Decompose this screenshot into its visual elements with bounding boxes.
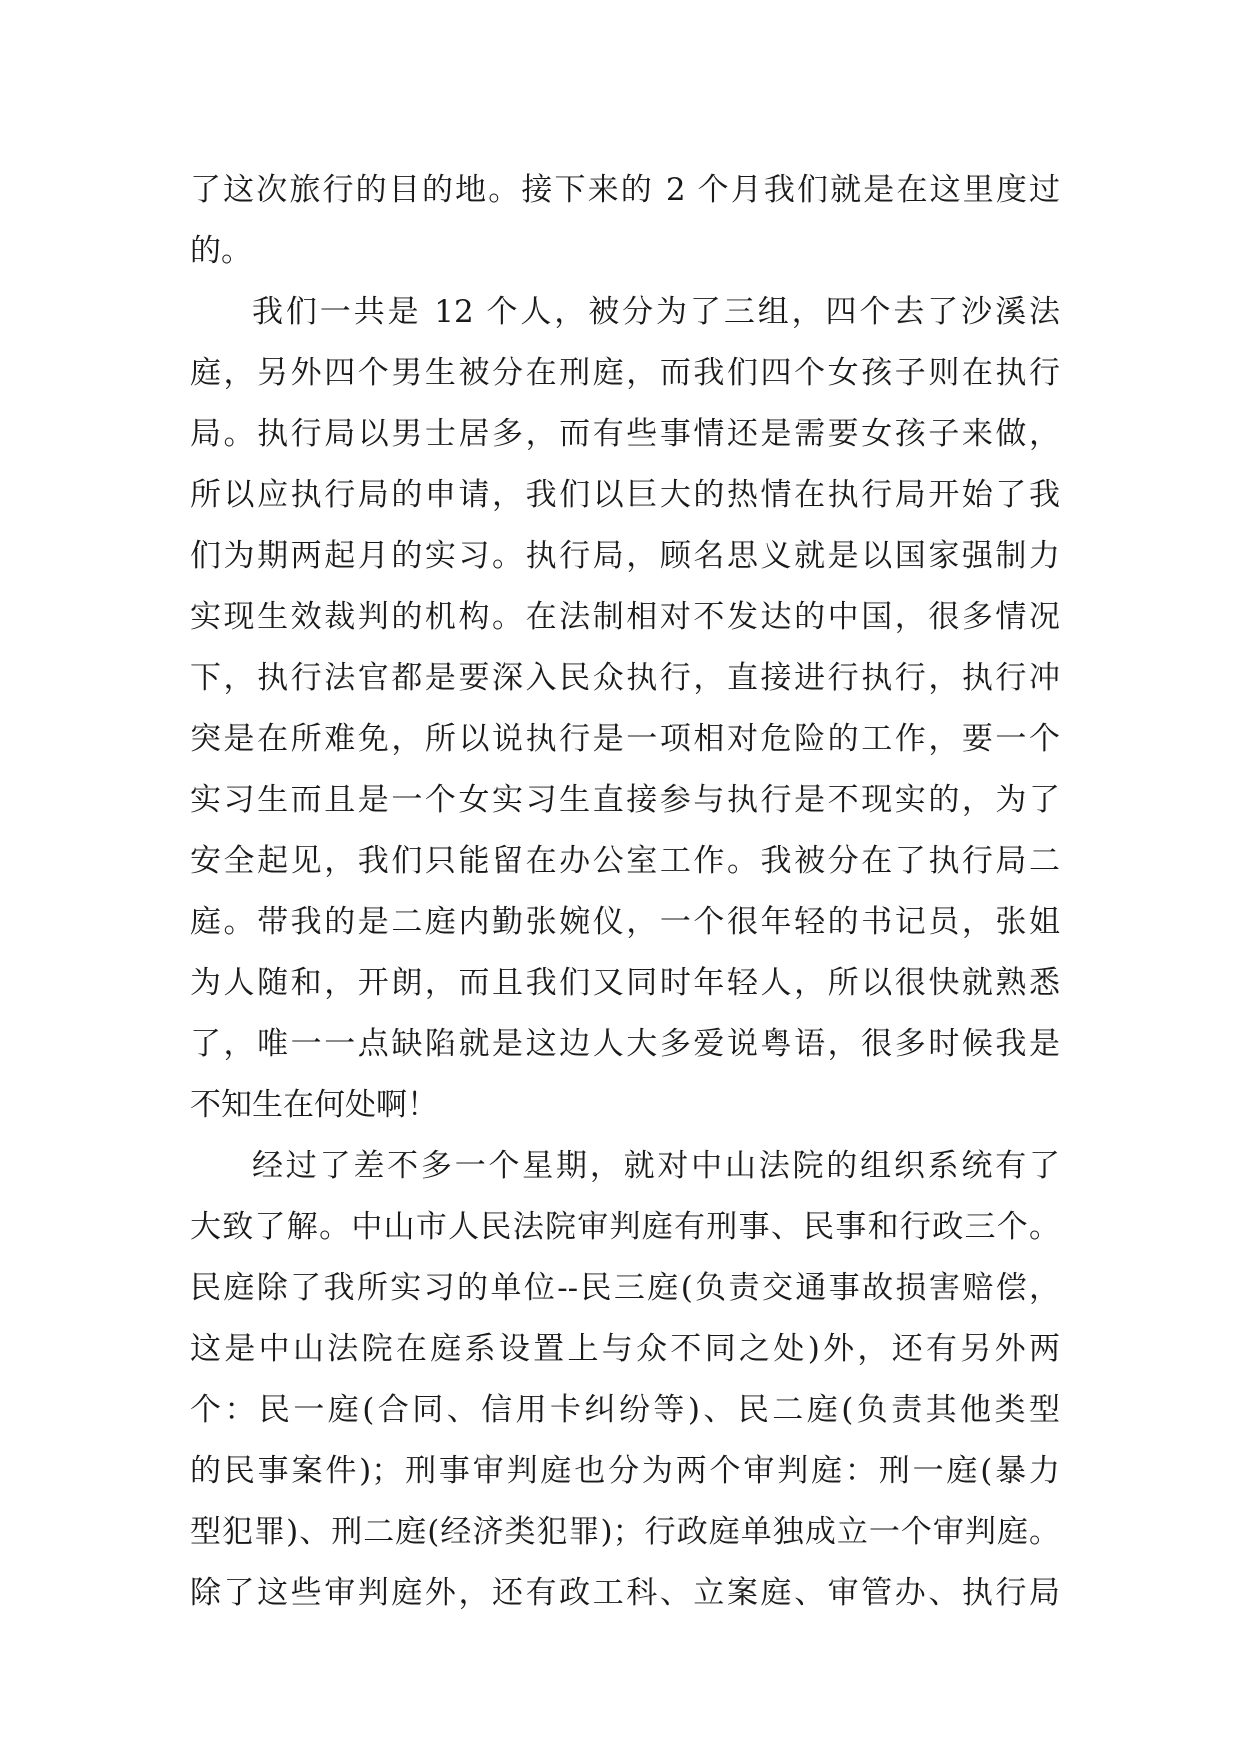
text-line: 局。执行局以男士居多，而有些事情还是需要女孩子来做， [190, 416, 1060, 452]
text-line: 型犯罪)、刑二庭(经济类犯罪)；行政庭单独成立一个审判庭。 [190, 1514, 1060, 1550]
text-line: 个：民一庭(合同、信用卡纠纷等)、民二庭(负责其他类型 [190, 1392, 1060, 1428]
paragraph-start-line: 经过了差不多一个星期，就对中山法院的组织系统有了 [252, 1148, 1060, 1184]
text-line: 庭。带我的是二庭内勤张婉仪，一个很年轻的书记员，张姐 [190, 904, 1060, 940]
text-line: 们为期两起月的实习。执行局，顾名思义就是以国家强制力 [190, 538, 1060, 574]
text-line: 所以应执行局的申请，我们以巨大的热情在执行局开始了我 [190, 477, 1060, 513]
text-line: 民庭除了我所实习的单位--民三庭(负责交通事故损害赔偿， [190, 1270, 1060, 1306]
text-line: 实现生效裁判的机构。在法制相对不发达的中国，很多情况 [190, 599, 1060, 635]
document-body [190, 160, 1060, 1624]
text-line: 庭，另外四个男生被分在刑庭，而我们四个女孩子则在执行 [190, 355, 1060, 391]
text-line: 不知生在何处啊！ [190, 1087, 438, 1123]
text-line: 了这次旅行的目的地。接下来的 2 个月我们就是在这里度过 [190, 172, 1060, 208]
text-line: 下，执行法官都是要深入民众执行，直接进行执行，执行冲 [190, 660, 1060, 696]
text-line: 为人随和，开朗，而且我们又同时年轻人，所以很快就熟悉 [190, 965, 1060, 1001]
paragraph-start-line: 我们一共是 12 个人，被分为了三组，四个去了沙溪法 [252, 294, 1060, 330]
text-line: 的。 [190, 233, 252, 269]
text-line: 实习生而且是一个女实习生直接参与执行是不现实的，为了 [190, 782, 1060, 818]
text-line: 的民事案件)；刑事审判庭也分为两个审判庭：刑一庭(暴力 [190, 1453, 1060, 1489]
text-line: 突是在所难免，所以说执行是一项相对危险的工作，要一个 [190, 721, 1060, 757]
text-line: 了，唯一一点缺陷就是这边人大多爱说粤语，很多时候我是 [190, 1026, 1060, 1062]
text-line: 大致了解。中山市人民法院审判庭有刑事、民事和行政三个。 [190, 1209, 1060, 1245]
text-line: 安全起见，我们只能留在办公室工作。我被分在了执行局二 [190, 843, 1060, 879]
text-line: 除了这些审判庭外，还有政工科、立案庭、审管办、执行局 [190, 1575, 1060, 1611]
text-line: 这是中山法院在庭系设置上与众不同之处)外，还有另外两 [190, 1331, 1060, 1367]
